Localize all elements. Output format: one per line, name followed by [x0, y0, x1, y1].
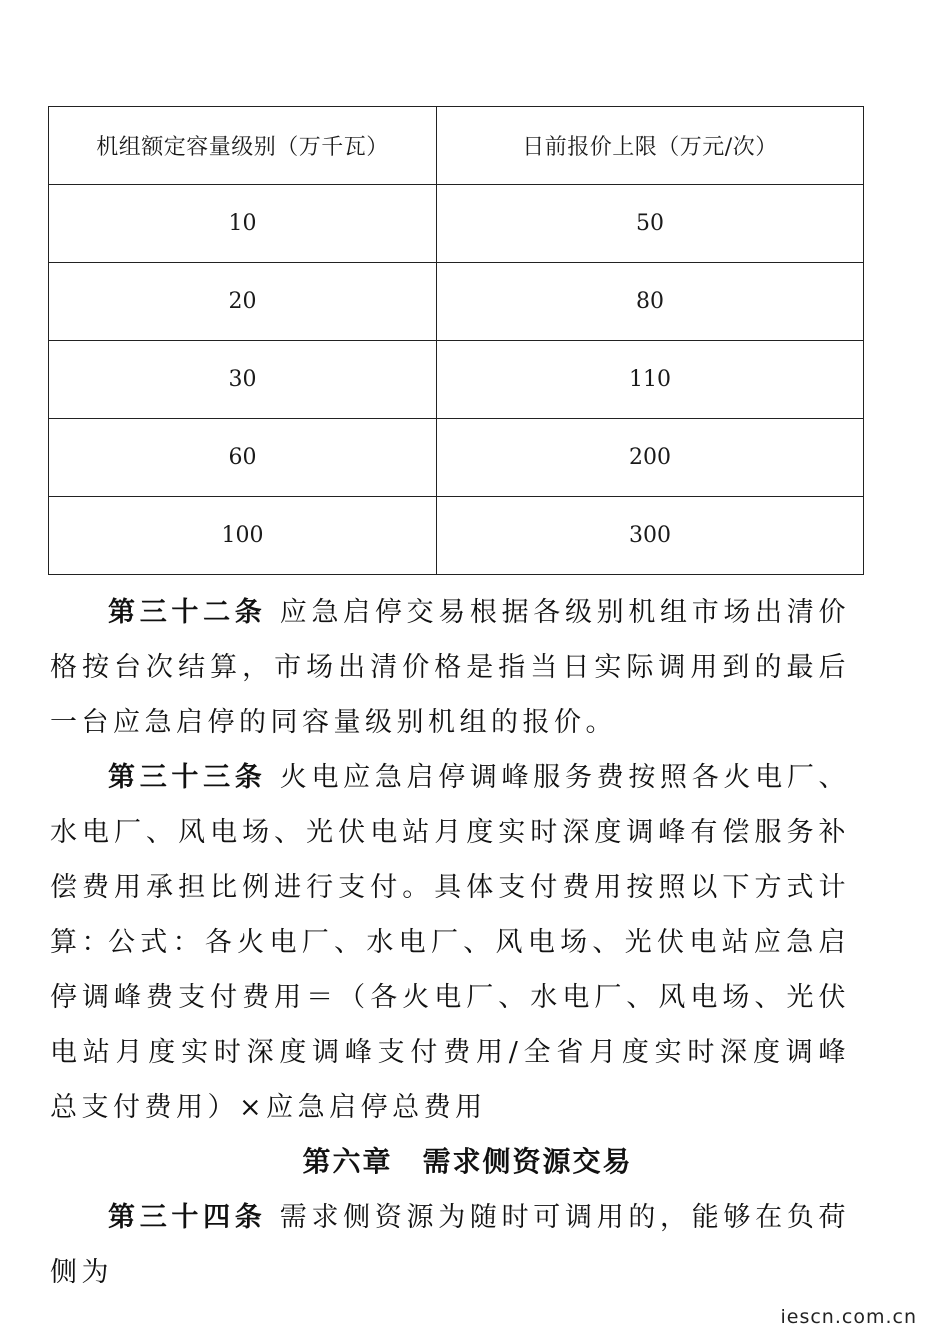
capacity-price-table	[48, 106, 864, 575]
cell-capacity: 60	[49, 419, 437, 497]
article-32-lead: 第三十二条	[108, 597, 267, 628]
article-34-lead: 第三十四条	[108, 1202, 267, 1233]
header-price-cap: 日前报价上限（万元/次）	[437, 107, 864, 185]
table-row	[49, 185, 864, 263]
table-row	[49, 419, 864, 497]
article-33-lead: 第三十三条	[108, 762, 267, 793]
cell-capacity: 20	[49, 263, 437, 341]
cell-price: 50	[437, 185, 864, 263]
article-32-text: 应急启停交易根据各级别机组市场出清价格按台次结算，市场出清价格是指当日实际调用到的最后一台应急启停的同容量级别机组的报价。	[50, 597, 851, 738]
article-34-text: 需求侧资源为随时可调用的，能够在负荷侧为	[50, 1202, 851, 1288]
table-row	[49, 341, 864, 419]
cell-price: 300	[437, 497, 864, 575]
table-row	[49, 263, 864, 341]
table-header-row	[49, 107, 864, 185]
table-row	[49, 497, 864, 575]
cell-price: 80	[437, 263, 864, 341]
cell-price: 110	[437, 341, 864, 419]
article-33-text: 火电应急启停调峰服务费按照各火电厂、水电厂、风电场、光伏电站月度实时深度调峰有偿服务补偿费用承担比例进行支付。具体支付费用按照以下方式计算：	[50, 762, 851, 958]
chapter-title: 第六章 需求侧资源交易	[302, 1145, 633, 1178]
article-32-paragraph	[50, 585, 850, 750]
header-capacity-level: 机组额定容量级别（万千瓦）	[49, 107, 437, 185]
formula-paragraph: 公式：各火电厂、水电厂、风电场、光伏电站应急启停调峰费支付费用＝（各火电厂、水电厂、风电场、光伏电站月度实时深度调峰支付费用/全省月度实时深度调峰总支付费用）×应急启停总费用	[50, 927, 850, 1123]
cell-price: 200	[437, 419, 864, 497]
cell-capacity: 100	[49, 497, 437, 575]
cell-capacity: 10	[49, 185, 437, 263]
site-watermark: iescn.com.cn	[780, 1306, 917, 1328]
article-34-paragraph	[50, 1190, 850, 1300]
cell-capacity: 30	[49, 341, 437, 419]
